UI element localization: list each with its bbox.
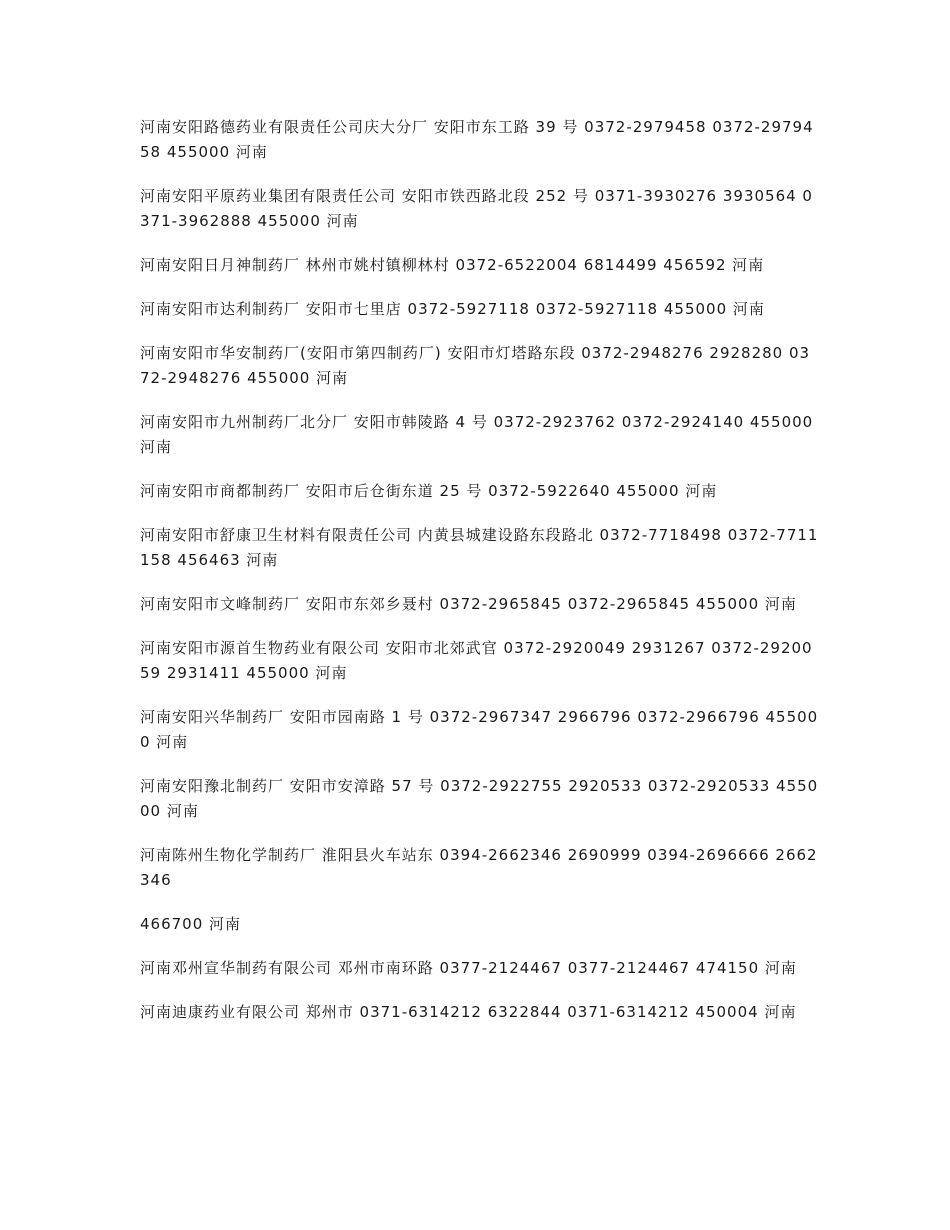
list-item: 河南安阳豫北制药厂 安阳市安漳路 57 号 0372-2922755 2920533 0372-2920533 455000 河南 bbox=[140, 777, 819, 820]
list-item: 河南安阳市达利制药厂 安阳市七里店 0372-5927118 0372-5927118 455000 河南 bbox=[140, 300, 765, 318]
list-item: 河南安阳市文峰制药厂 安阳市东郊乡聂村 0372-2965845 0372-2965845 455000 河南 bbox=[140, 595, 797, 613]
list-item: 河南安阳市九州制药厂北分厂 安阳市韩陵路 4 号 0372-2923762 0372-2924140 455000 河南 bbox=[140, 413, 814, 456]
list-item: 河南迪康药业有限公司 郑州市 0371-6314212 6322844 0371-6314212 450004 河南 bbox=[140, 1003, 797, 1021]
list-item: 河南安阳日月神制药厂 林州市姚村镇柳林村 0372-6522004 6814499 456592 河南 bbox=[140, 256, 765, 274]
list-item: 河南安阳市舒康卫生材料有限责任公司 内黄县城建设路东段路北 0372-7718498 0372-7711158 456463 河南 bbox=[140, 526, 819, 569]
list-item: 466700 河南 bbox=[140, 915, 242, 933]
list-item: 河南安阳市商都制药厂 安阳市后仓街东道 25 号 0372-5922640 455000 河南 bbox=[140, 482, 718, 500]
list-item: 河南陈州生物化学制药厂 淮阳县火车站东 0394-2662346 2690999 0394-2696666 2662346 bbox=[140, 846, 818, 889]
list-item: 河南邓州宣华制药有限公司 邓州市南环路 0377-2124467 0377-2124467 474150 河南 bbox=[140, 959, 797, 977]
document-page bbox=[140, 115, 820, 1044]
list-item: 河南安阳路德药业有限责任公司庆大分厂 安阳市东工路 39 号 0372-2979458 0372-2979458 455000 河南 bbox=[140, 118, 814, 161]
list-item: 河南安阳平原药业集团有限责任公司 安阳市铁西路北段 252 号 0371-3930276 3930564 0371-3962888 455000 河南 bbox=[140, 187, 813, 230]
list-item: 河南安阳兴华制药厂 安阳市园南路 1 号 0372-2967347 2966796 0372-2966796 455000 河南 bbox=[140, 708, 819, 751]
list-item: 河南安阳市源首生物药业有限公司 安阳市北郊武官 0372-2920049 2931267 0372-2920059 2931411 455000 河南 bbox=[140, 639, 813, 682]
list-item: 河南安阳市华安制药厂(安阳市第四制药厂) 安阳市灯塔路东段 0372-2948276 2928280 0372-2948276 455000 河南 bbox=[140, 344, 811, 387]
